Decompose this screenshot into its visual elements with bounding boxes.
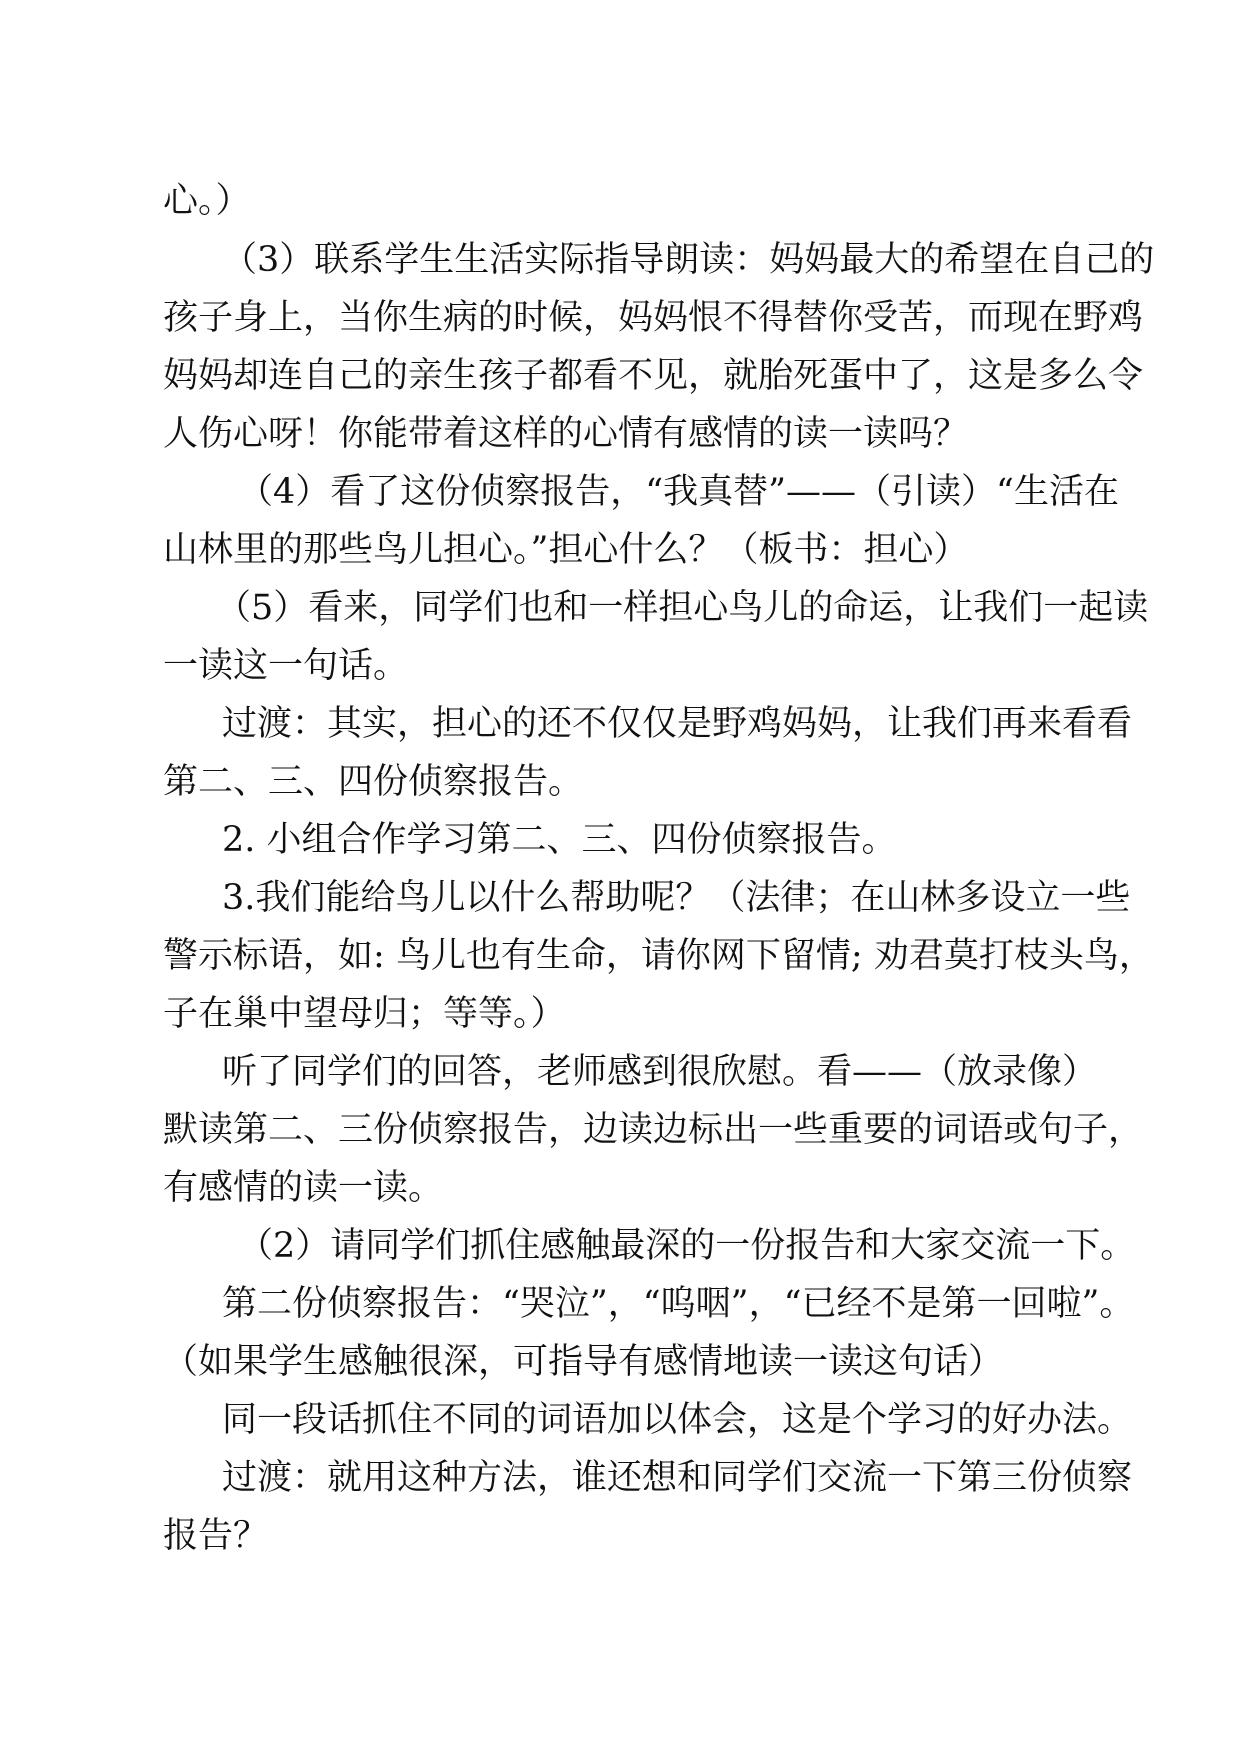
text-line: （3）联系学生生活实际指导朗读：妈妈最大的希望在自己的 xyxy=(222,240,1155,280)
text-line: 有感情的读一读。 xyxy=(163,1168,444,1208)
text-line: 听了同学们的回答，老师感到很欣慰。看——（放录像） xyxy=(222,1052,1098,1092)
text-line: 一读这一句话。 xyxy=(163,646,409,686)
text-line: 2. 小组合作学习第二、三、四份侦察报告。 xyxy=(222,820,897,860)
text-line: 过渡：就用这种方法，谁还想和同学们交流一下第三份侦察 xyxy=(222,1458,1133,1498)
text-line: （2）请同学们抓住感触最深的一份报告和大家交流一下。 xyxy=(238,1226,1136,1266)
text-line: 子在巢中望母归；等等。） xyxy=(163,994,566,1034)
text-line: 人伤心呀！你能带着这样的心情有感情的读一读吗？ xyxy=(163,414,969,454)
text-line: 3.我们能给鸟儿以什么帮助呢？（法律；在山林多设立一些 xyxy=(222,878,1131,918)
text-line: 过渡：其实，担心的还不仅仅是野鸡妈妈，让我们再来看看 xyxy=(222,704,1133,744)
text-line: 心。） xyxy=(163,181,251,221)
text-line: （5）看来，同学们也和一样担心鸟儿的命运，让我们一起读 xyxy=(216,588,1149,628)
text-line: 同一段话抓住不同的词语加以体会，这是个学习的好办法。 xyxy=(222,1400,1133,1440)
text-line: 山林里的那些鸟儿担心。”担心什么？（板书：担心） xyxy=(163,530,969,570)
text-line: 孩子身上，当你生病的时候，妈妈恨不得替你受苦，而现在野鸡 xyxy=(163,298,1144,338)
text-line: （4）看了这份侦察报告，“我真替”——（引读）“生活在 xyxy=(238,472,1119,512)
text-line: 默读第二、三份侦察报告，边读边标出一些重要的词语或句子， xyxy=(163,1110,1144,1150)
text-line: 报告？ xyxy=(163,1516,269,1556)
text-line: 第二、三、四份侦察报告。 xyxy=(163,762,584,802)
text-line: 警示标语，如: 鸟儿也有生命，请你网下留情; 劝君莫打枝头鸟， xyxy=(163,936,1154,976)
text-line: （如果学生感触很深，可指导有感情地读一读这句话） xyxy=(163,1342,1004,1382)
text-line: 妈妈却连自己的亲生孩子都看不见，就胎死蛋中了，这是多么令 xyxy=(163,356,1144,396)
text-line: 第二份侦察报告：“哭泣”，“呜咽”，“已经不是第一回啦”。 xyxy=(222,1284,1135,1324)
